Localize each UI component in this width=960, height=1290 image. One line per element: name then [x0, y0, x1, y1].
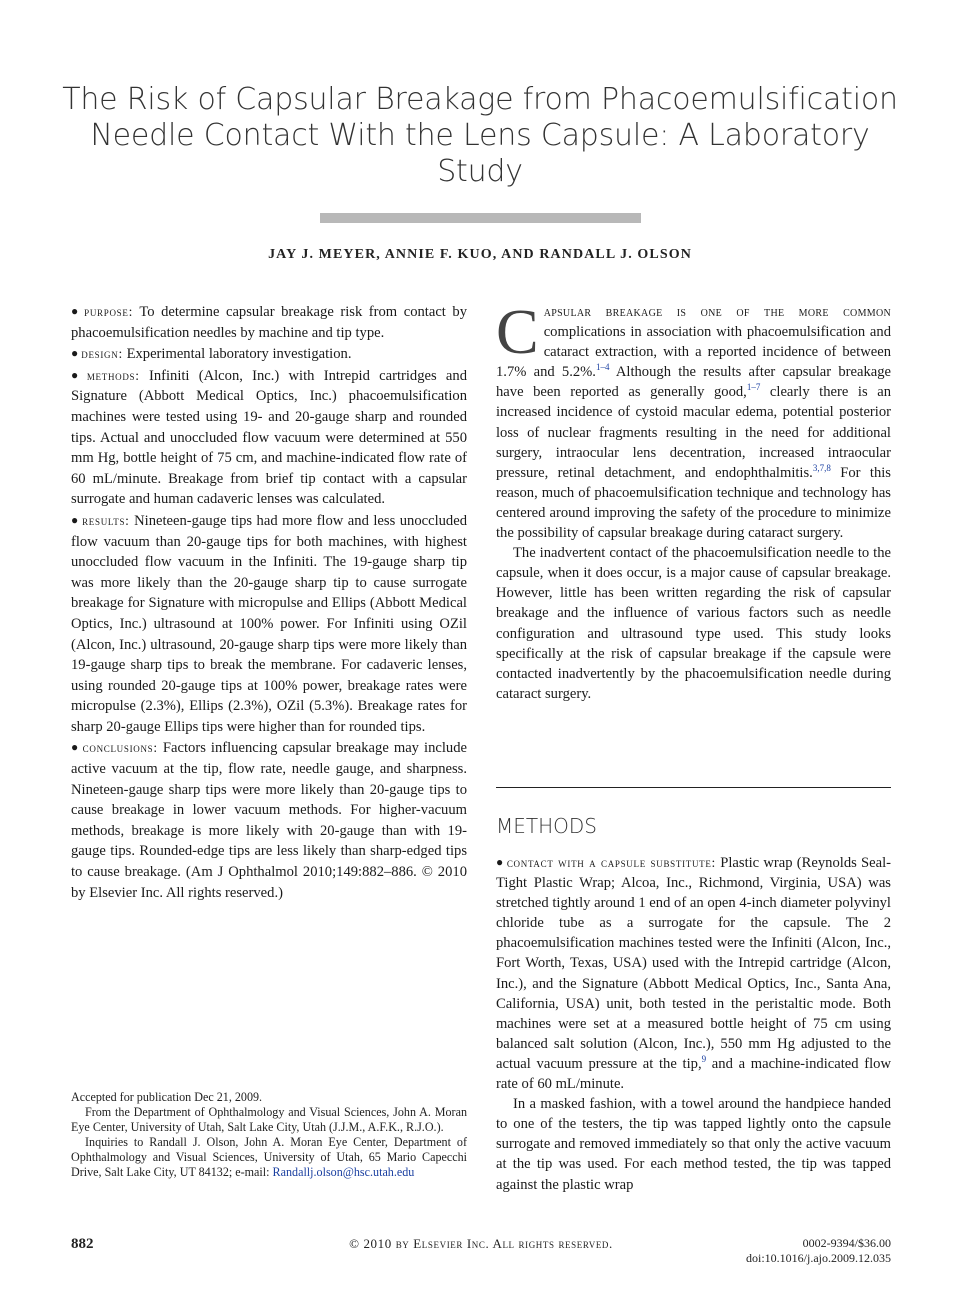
footnotes	[71, 1090, 467, 1181]
bullet-icon: ●	[71, 304, 82, 318]
methods-section	[496, 852, 891, 1195]
journal-ids	[746, 1236, 891, 1266]
drop-cap: C	[496, 296, 539, 367]
citation: (Am J Ophthalmol 2010;149:882–886. © 2010 by Elsevier Inc. All rights reserved.)	[71, 864, 467, 901]
conclusions-label: conclusions:	[82, 740, 158, 756]
methods-label: methods:	[86, 367, 140, 383]
abstract-results	[71, 510, 467, 738]
purpose-text: To determine capsular breakage risk from contact by phacoemulsification needles by machine and tip type.	[71, 304, 467, 341]
abstract-design	[71, 343, 467, 365]
opening-caps: apsular breakage is one of the more common	[543, 304, 891, 320]
intro-paragraph-2: The inadvertent contact of the phacoemulsification needle to the capsule, when it does occur, is a major cause of capsular breakage. However, little has been written regarding the risk of capsular breakage and the influence of various factors such as needle configuration and ultrasound type used. This study looks specifically at the risk of capsular breakage if the capsule were contacted inadvertently by the phacoemulsification needle during cataract surgery.	[496, 545, 891, 702]
doi[interactable]: doi:10.1016/j.ajo.2009.12.035	[746, 1251, 891, 1265]
intro-text-a: complications in association with phacoemulsification and cataract extraction, with a reported incidence of between 1.7% and 5.2%.	[496, 324, 891, 381]
article-title: The Risk of Capsular Breakage from Phacoemulsification Needle Contact With the Lens Capsule: A Laboratory Study	[62, 82, 898, 189]
intro-text-d: For this reason, much of phacoemulsification technique and technology has centered around improving the safety of the procedure to minimize the possibility of capsular breakage during cataract surgery.	[496, 464, 891, 542]
abstract-conclusions	[71, 737, 467, 903]
bullet-icon: ●	[71, 512, 80, 527]
copyright: © 2010 by Elsevier Inc. All rights reserved.	[349, 1236, 613, 1251]
methods-heading: METHODS	[496, 814, 597, 838]
reference-link[interactable]: 3,7,8	[812, 462, 831, 473]
title-divider	[320, 213, 641, 223]
design-text: Experimental laboratory investigation.	[126, 346, 352, 363]
bullet-icon: ●	[71, 367, 84, 382]
reference-link[interactable]: 9	[701, 1054, 707, 1065]
design-label: design:	[81, 346, 123, 362]
methods-text-b: and a machine-indicated flow rate of 60 mL/minute.	[496, 1055, 891, 1093]
abstract-methods	[71, 365, 467, 510]
methods-paragraph-1	[496, 852, 891, 1094]
page-number: 882	[71, 1236, 94, 1252]
reference-link[interactable]: 1–4	[595, 362, 610, 373]
intro-text-c: clearly there is an increased incidence of cystoid macular edema, potential posterior loss of nuclear fragments resulting in the need for additional surgery, intraocular lens decentration, increased intraocular pressure, retinal detachment, and endophthalmitis.	[496, 384, 891, 481]
email-link[interactable]: Randallj.olson@hsc.utah.edu	[272, 1165, 415, 1180]
affiliation-note: From the Department of Ophthalmology and Visual Sciences, John A. Moran Eye Center, University of Utah, Salt Lake City, Utah (J.J.M., A.F.K., R.J.O.).	[71, 1105, 467, 1135]
reference-link[interactable]: 1–7	[746, 382, 761, 393]
intro-text-b: Although the results after capsular breakage have been reported as generally good,	[496, 364, 891, 401]
inquiries-note	[71, 1135, 467, 1180]
results-label: results:	[82, 512, 130, 528]
abstract	[71, 301, 467, 903]
introduction	[496, 296, 891, 704]
methods-text: Infiniti (Alcon, Inc.) with Intrepid cartridges and Signature (Abbott Medical Optics, Inc.) phacoemulsification machines were tested using 19- and 20-gauge sharp and rounded tips. Actual and unoccluded flow vacuum were determined at 550 mm Hg, bottle height of 75 cm, and machine-indicated flow rate of 60 mL/minute. Breakage from brief tip contact with a capsular surrogate and human cadaveric lenses was calculated.	[71, 367, 467, 508]
accepted-note: Accepted for publication Dec 21, 2009.	[71, 1090, 263, 1104]
abstract-purpose	[71, 301, 467, 343]
author-list: JAY J. MEYER, ANNIE F. KUO, AND RANDALL J. OLSON	[268, 247, 692, 262]
bullet-icon: ●	[71, 346, 79, 361]
bullet-icon: ●	[71, 740, 80, 755]
methods-text-a: Plastic wrap (Reynolds Seal-Tight Plastic Wrap; Alcoa, Inc., Richmond, Virginia, USA) was stretched tightly around 1 end of an open 4-inch diameter polyvinyl chloride tube as a surrogate for the capsule. The 2 phacoemulsification machines tested were the Infiniti (Alcon, Inc., Fort Worth, Texas, USA) used with the Intrepid cartridge (Alcon, Inc.), and the Signature (Abbott Medical Optics, Inc., Santa Ana, California, USA) unit, both tested in the peristaltic mode. Both machines were set at a measured bottle height of 75 cm using balanced salt solution (Alcon, Inc.), 550 mm Hg adjusted to the actual vacuum pressure at the tip,	[496, 855, 892, 1072]
issn: 0002-9394/$36.00	[802, 1236, 891, 1250]
methods-paragraph-2: In a masked fashion, with a towel around the handpiece handed to one of the testers, the tip was tapped lightly onto the capsule surrogate and removed immediately so that only the active vacuum at the tip was used. For each method tested, the tip was tapped against the plastic wrap	[496, 1096, 891, 1193]
bullet-icon: ●	[496, 855, 504, 869]
methods-subheading: contact with a capsule substitute:	[506, 855, 717, 870]
section-divider	[496, 787, 891, 788]
purpose-label: purpose:	[84, 304, 134, 319]
intro-paragraph-1	[496, 296, 891, 543]
conclusions-text: Factors influencing capsular breakage may include active vacuum at the tip, flow rate, needle gauge, and sharpness. Nineteen-gauge sharp tips were more likely than 20-gauge tips to cause breakage in lower vacuum methods. For higher-vacuum methods, breakage is more likely with 20-gauge than with 19-gauge tips. Rounded-edge tips are less likely than sharp-edged tips to cause breakage.	[71, 740, 467, 881]
inquiries-text: Inquiries to Randall J. Olson, John A. Moran Eye Center, Department of Ophthalmology and Visual Sciences, University of Utah, 65 Mario Capecchi Drive, Salt Lake City, UT 84132; e-mail:	[71, 1135, 467, 1180]
results-text: Nineteen-gauge tips had more flow and less unoccluded flow vacuum than 20-gauge tips for both machines, with highest unoccluded flow vacuum in the Infiniti. The 19-gauge sharp tip was more likely than the 20-gauge sharp tip to cause surrogate breakage for Signature with micropulse and Ellips (Abbott Medical Optics, Inc.) ultrasound at 100% power. For Infiniti using OZil (Alcon, Inc.) ultrasound, 20-gauge sharp tips were more likely than 19-gauge sharp tips to break the membrane. For cadaveric lenses, using rounded 20-gauge tips at 100% power, breakage rates were micropulse (2.3%), Ellips (2.3%), OZil (5.3%). Breakage rates for sharp 20-gauge Ellips tips were higher than for rounded tips.	[71, 512, 467, 735]
